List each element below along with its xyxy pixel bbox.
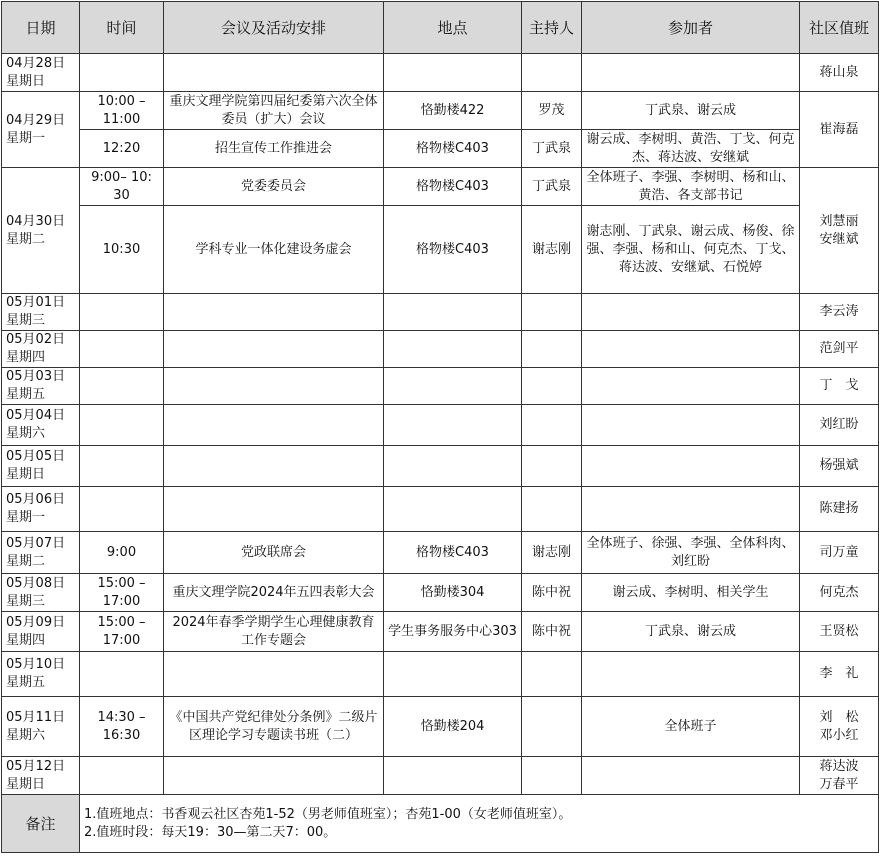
place-cell: 恪勤楼204 xyxy=(384,697,522,757)
place-cell xyxy=(384,757,522,795)
header-attendees: 参加者 xyxy=(582,2,800,54)
duty-person: 杨强斌 xyxy=(819,458,859,473)
date-text: 05月02日 xyxy=(6,332,66,347)
event-cell xyxy=(164,446,384,487)
time-cell xyxy=(80,487,164,532)
weekday-text: 星期六 xyxy=(6,727,46,743)
date-text: 05月06日 xyxy=(6,492,66,507)
event-cell: 学科专业一体化建设务虚会 xyxy=(164,206,384,294)
duty-cell xyxy=(800,294,879,331)
place-cell: 格物楼C403 xyxy=(384,206,522,294)
weekday-text: 星期三 xyxy=(6,593,46,609)
date-text: 05月10日 xyxy=(6,657,66,672)
duty-person: 万春平 xyxy=(819,776,859,792)
host-cell xyxy=(522,697,582,757)
duty-person: 蒋达波 xyxy=(819,758,859,774)
duty-person: 司万童 xyxy=(819,544,859,560)
table-row xyxy=(2,574,879,612)
attendees-cell: 谢志刚、丁武泉、谢云成、杨俊、徐强、李强、杨和山、何克杰、丁戈、蒋达波、安继斌、石悦婷 xyxy=(582,206,800,294)
date-text: 05月01日 xyxy=(6,295,66,310)
event-cell xyxy=(164,331,384,368)
event-cell xyxy=(164,487,384,532)
header-host: 主持人 xyxy=(522,2,582,54)
weekday-text: 星期五 xyxy=(6,675,46,690)
duty-cell xyxy=(800,92,879,168)
table-row xyxy=(2,652,879,697)
header-time: 时间 xyxy=(80,2,164,54)
host-cell xyxy=(522,331,582,368)
notes-row xyxy=(2,795,879,853)
event-cell: 招生宣传工作推进会 xyxy=(164,130,384,168)
table-row xyxy=(2,446,879,487)
date-cell xyxy=(2,54,80,92)
host-cell xyxy=(522,368,582,405)
duty-cell xyxy=(800,612,879,652)
attendees-cell: 全体班子、徐强、李强、全体科肉、刘红盼 xyxy=(582,532,800,574)
place-cell xyxy=(384,54,522,92)
notes-label: 备注 xyxy=(2,795,80,853)
attendees-cell: 丁武泉、谢云成 xyxy=(582,612,800,652)
duty-person: 陈建扬 xyxy=(819,501,859,516)
time-cell: 15:00 – 17:00 xyxy=(80,574,164,612)
date-text: 05月08日 xyxy=(6,575,66,591)
date-cell xyxy=(2,697,80,757)
place-cell xyxy=(384,487,522,532)
time-cell xyxy=(80,652,164,697)
table-row xyxy=(2,54,879,92)
host-cell: 罗茂 xyxy=(522,92,582,130)
weekday-text: 星期二 xyxy=(6,231,46,247)
notes-content xyxy=(80,795,879,853)
duty-person: 刘 松 xyxy=(819,709,859,725)
weekday-text: 星期四 xyxy=(6,350,46,365)
time-cell xyxy=(80,405,164,446)
duty-cell xyxy=(800,331,879,368)
time-cell: 9:00– 10: 30 xyxy=(80,168,164,206)
host-cell xyxy=(522,446,582,487)
table-row xyxy=(2,757,879,795)
table-row xyxy=(2,92,879,130)
host-cell xyxy=(522,405,582,446)
time-cell xyxy=(80,54,164,92)
event-cell xyxy=(164,368,384,405)
date-cell xyxy=(2,652,80,697)
host-cell: 丁武泉 xyxy=(522,130,582,168)
place-cell: 格物楼C403 xyxy=(384,130,522,168)
date-text: 05月12日 xyxy=(6,758,66,774)
event-cell xyxy=(164,757,384,795)
duty-person: 蒋山泉 xyxy=(819,64,859,80)
duty-cell xyxy=(800,446,879,487)
date-cell xyxy=(2,757,80,795)
duty-cell xyxy=(800,405,879,446)
schedule-body xyxy=(2,54,879,795)
event-cell xyxy=(164,405,384,446)
table-row xyxy=(2,130,879,168)
host-cell: 谢志刚 xyxy=(522,532,582,574)
attendees-cell xyxy=(582,294,800,331)
duty-cell xyxy=(800,652,879,697)
time-cell xyxy=(80,331,164,368)
date-cell xyxy=(2,574,80,612)
event-cell: 重庆文理学院第四届纪委第六次全体委员（扩大）会议 xyxy=(164,92,384,130)
event-cell: 《中国共产党纪律处分条例》二级片区理论学习专题读书班（二） xyxy=(164,697,384,757)
place-cell xyxy=(384,405,522,446)
time-cell: 10:30 xyxy=(80,206,164,294)
time-cell: 12:20 xyxy=(80,130,164,168)
attendees-cell xyxy=(582,54,800,92)
attendees-cell xyxy=(582,487,800,532)
duty-person: 刘慧丽 xyxy=(819,213,859,229)
attendees-cell xyxy=(582,757,800,795)
attendees-cell xyxy=(582,446,800,487)
place-cell: 格物楼C403 xyxy=(384,532,522,574)
place-cell xyxy=(384,652,522,697)
event-cell xyxy=(164,54,384,92)
duty-person: 李 礼 xyxy=(819,666,859,681)
date-cell xyxy=(2,405,80,446)
event-cell: 2024年春季学期学生心理健康教育工作专题会 xyxy=(164,612,384,652)
duty-cell xyxy=(800,532,879,574)
duty-cell xyxy=(800,487,879,532)
attendees-cell xyxy=(582,368,800,405)
duty-person: 何克杰 xyxy=(819,584,859,600)
header-place: 地点 xyxy=(384,2,522,54)
duty-cell xyxy=(800,574,879,612)
host-cell: 谢志刚 xyxy=(522,206,582,294)
duty-cell xyxy=(800,168,879,294)
table-row xyxy=(2,368,879,405)
attendees-cell: 全体班子 xyxy=(582,697,800,757)
date-cell xyxy=(2,331,80,368)
table-row xyxy=(2,331,879,368)
date-cell xyxy=(2,612,80,652)
time-cell: 14:30 – 16:30 xyxy=(80,697,164,757)
duty-person: 丁 戈 xyxy=(819,378,859,393)
host-cell: 丁武泉 xyxy=(522,168,582,206)
date-cell xyxy=(2,294,80,331)
time-cell: 10:00 – 11:00 xyxy=(80,92,164,130)
duty-cell xyxy=(800,368,879,405)
duty-person: 范剑平 xyxy=(819,341,859,356)
attendees-cell: 谢云成、李树明、黄浩、丁戈、何克杰、蒋达波、安继斌 xyxy=(582,130,800,168)
place-cell xyxy=(384,331,522,368)
date-text: 05月09日 xyxy=(6,614,66,630)
place-cell: 格物楼C403 xyxy=(384,168,522,206)
attendees-cell xyxy=(582,405,800,446)
weekday-text: 星期一 xyxy=(6,130,46,146)
place-cell xyxy=(384,446,522,487)
event-cell: 重庆文理学院2024年五四表彰大会 xyxy=(164,574,384,612)
weekday-text: 星期四 xyxy=(6,632,46,648)
date-text: 05月05日 xyxy=(6,449,66,464)
attendees-cell: 丁武泉、谢云成 xyxy=(582,92,800,130)
duty-cell xyxy=(800,757,879,795)
host-cell xyxy=(522,54,582,92)
time-cell: 15:00 – 17:00 xyxy=(80,612,164,652)
date-text: 04月30日 xyxy=(6,213,66,229)
time-cell: 9:00 xyxy=(80,532,164,574)
weekday-text: 星期日 xyxy=(6,73,46,89)
host-cell: 陈中祝 xyxy=(522,574,582,612)
date-text: 05月04日 xyxy=(6,408,66,423)
place-cell: 恪勤楼304 xyxy=(384,574,522,612)
table-row xyxy=(2,294,879,331)
host-cell xyxy=(522,757,582,795)
event-cell: 党委委员会 xyxy=(164,168,384,206)
duty-person: 安继斌 xyxy=(819,231,859,247)
date-cell xyxy=(2,92,80,168)
duty-person: 崔海磊 xyxy=(819,121,859,137)
time-cell xyxy=(80,368,164,405)
date-cell xyxy=(2,168,80,294)
duty-cell xyxy=(800,54,879,92)
host-cell xyxy=(522,294,582,331)
schedule-table xyxy=(1,1,879,853)
table-row xyxy=(2,532,879,574)
weekday-text: 星期日 xyxy=(6,776,46,792)
weekday-text: 星期一 xyxy=(6,510,46,525)
date-text: 05月07日 xyxy=(6,535,66,551)
time-cell xyxy=(80,446,164,487)
attendees-cell xyxy=(582,331,800,368)
place-cell: 学生事务服务中心303 xyxy=(384,612,522,652)
weekday-text: 星期日 xyxy=(6,467,46,482)
time-cell xyxy=(80,757,164,795)
weekday-text: 星期三 xyxy=(6,313,46,328)
date-cell xyxy=(2,368,80,405)
notes-line: 1.值班地点：书香观云社区杏苑1-52（男老师值班室）；杏苑1-00（女老师值班室）。 xyxy=(84,806,572,822)
duty-person: 李云涛 xyxy=(819,304,859,319)
attendees-cell xyxy=(582,652,800,697)
attendees-cell: 全体班子、李强、李树明、杨和山、黄浩、各支部书记 xyxy=(582,168,800,206)
date-cell xyxy=(2,446,80,487)
place-cell xyxy=(384,368,522,405)
header-duty: 社区值班 xyxy=(800,2,879,54)
date-text: 05月11日 xyxy=(6,709,66,725)
duty-person: 邓小红 xyxy=(819,727,859,743)
date-text: 04月28日 xyxy=(6,55,66,71)
host-cell xyxy=(522,487,582,532)
time-cell xyxy=(80,294,164,331)
duty-cell xyxy=(800,697,879,757)
place-cell: 恪勤楼422 xyxy=(384,92,522,130)
table-row xyxy=(2,405,879,446)
header-event: 会议及活动安排 xyxy=(164,2,384,54)
duty-person: 刘红盼 xyxy=(819,417,859,432)
event-cell xyxy=(164,652,384,697)
table-row xyxy=(2,612,879,652)
place-cell xyxy=(384,294,522,331)
host-cell xyxy=(522,652,582,697)
weekday-text: 星期五 xyxy=(6,387,46,402)
host-cell: 陈中祝 xyxy=(522,612,582,652)
header-date: 日期 xyxy=(2,2,80,54)
date-cell xyxy=(2,487,80,532)
table-row xyxy=(2,168,879,206)
date-text: 04月29日 xyxy=(6,112,66,128)
date-cell xyxy=(2,532,80,574)
event-cell: 党政联席会 xyxy=(164,532,384,574)
date-text: 05月03日 xyxy=(6,369,66,384)
event-cell xyxy=(164,294,384,331)
duty-person: 王贤松 xyxy=(819,623,859,639)
weekday-text: 星期二 xyxy=(6,553,46,569)
table-row xyxy=(2,206,879,294)
weekday-text: 星期六 xyxy=(6,426,46,441)
table-row xyxy=(2,697,879,757)
notes-line: 2.值班时段：每天19：30—第二天7：00。 xyxy=(84,824,337,840)
table-row xyxy=(2,487,879,532)
attendees-cell: 谢云成、李树明、相关学生 xyxy=(582,574,800,612)
header-row xyxy=(2,2,879,54)
